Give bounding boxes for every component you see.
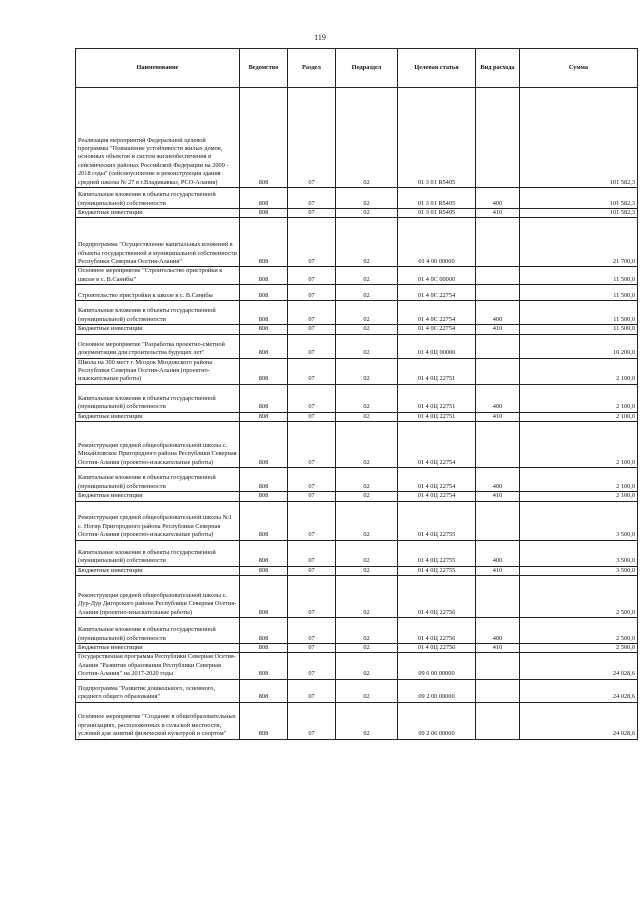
cell-podrazdel: 02 xyxy=(336,209,398,218)
cell-target: 01 4 0С 22754 xyxy=(398,301,476,325)
cell-sum: 101 582,3 xyxy=(520,188,638,209)
cell-target: 01 4 0Ц 00000 xyxy=(398,334,476,358)
cell-razdel: 07 xyxy=(288,644,336,653)
header-sum: Сумма xyxy=(520,49,638,88)
cell-expense-type xyxy=(476,88,520,188)
cell-razdel: 07 xyxy=(288,209,336,218)
cell-sum: 3 500,0 xyxy=(520,566,638,575)
table-row xyxy=(76,422,638,468)
cell-sum: 2 100,0 xyxy=(520,422,638,468)
cell-name: Бюджетные инвестиции xyxy=(76,325,240,334)
table-row xyxy=(76,644,638,653)
cell-sum: 101 582,3 xyxy=(520,209,638,218)
table-row xyxy=(76,334,638,358)
cell-name: Капитальные вложения в объекты государственной (муниципальной) собственности xyxy=(76,188,240,209)
cell-razdel: 07 xyxy=(288,422,336,468)
cell-podrazdel: 02 xyxy=(336,540,398,566)
header-expense-type: Вид расхода xyxy=(476,49,520,88)
cell-name: Государственная программа Республики Северная Осетия-Алания "Развитие образования Республики Северная Осетия-Алания" на 2017-2020 годы xyxy=(76,653,240,679)
cell-razdel: 07 xyxy=(288,334,336,358)
cell-name: Основное мероприятие "Разработка проектно-сметной документации для строительства будущих лет" xyxy=(76,334,240,358)
cell-expense-type xyxy=(476,702,520,739)
cell-vedomstvo: 808 xyxy=(240,218,288,267)
table-row xyxy=(76,301,638,325)
cell-podrazdel: 02 xyxy=(336,358,398,384)
cell-razdel: 07 xyxy=(288,358,336,384)
table-row xyxy=(76,492,638,501)
header-name: Наименование xyxy=(76,49,240,88)
cell-vedomstvo: 808 xyxy=(240,188,288,209)
cell-podrazdel: 02 xyxy=(336,334,398,358)
cell-podrazdel: 02 xyxy=(336,576,398,618)
cell-razdel: 07 xyxy=(288,702,336,739)
cell-razdel: 07 xyxy=(288,412,336,421)
page-number: 119 xyxy=(314,33,326,42)
cell-expense-type: 400 xyxy=(476,468,520,492)
cell-target: 01 4 0Ц 22754 xyxy=(398,468,476,492)
cell-target: 01 4 00 00000 xyxy=(398,218,476,267)
cell-razdel: 07 xyxy=(288,468,336,492)
cell-sum: 11 500,0 xyxy=(520,267,638,285)
table-row xyxy=(76,188,638,209)
cell-sum: 3 500,0 xyxy=(520,540,638,566)
table-row xyxy=(76,412,638,421)
table-row xyxy=(76,218,638,267)
cell-razdel: 07 xyxy=(288,88,336,188)
cell-expense-type: 400 xyxy=(476,188,520,209)
cell-name: Бюджетные инвестиции xyxy=(76,412,240,421)
cell-sum: 11 500,0 xyxy=(520,325,638,334)
cell-vedomstvo: 808 xyxy=(240,358,288,384)
cell-expense-type: 410 xyxy=(476,412,520,421)
cell-razdel: 07 xyxy=(288,301,336,325)
cell-vedomstvo: 808 xyxy=(240,679,288,702)
header-target: Целевая статья xyxy=(398,49,476,88)
cell-podrazdel: 02 xyxy=(336,702,398,739)
cell-target: 01 3 01 R5405 xyxy=(398,209,476,218)
cell-sum: 24 028,6 xyxy=(520,653,638,679)
cell-razdel: 07 xyxy=(288,492,336,501)
cell-razdel: 07 xyxy=(288,325,336,334)
table-row xyxy=(76,679,638,702)
cell-razdel: 07 xyxy=(288,188,336,209)
cell-vedomstvo: 808 xyxy=(240,267,288,285)
cell-name: Строительство пристройки к школе в с. В.Санибы xyxy=(76,285,240,301)
cell-name: Реконструкция средней общеобразовательной школы с. Дур-Дур Дигорского района Республики Северная Осетия-Алания (проектно-изыскательные работы) xyxy=(76,576,240,618)
cell-target: 01 4 0Ц 22756 xyxy=(398,576,476,618)
cell-sum: 21 700,0 xyxy=(520,218,638,267)
cell-target: 01 4 0С 22754 xyxy=(398,285,476,301)
cell-target: 01 4 0Ц 22756 xyxy=(398,644,476,653)
cell-name: Реализация мероприятий Федеральной целевой программы "Повышение устойчивости жилых домов, основных объектов и систем жизнеобеспечения в сейсмических районах Российской Федерации на 2009 - 2018 годы" (сейсмоусиление и реконструкция здания средней школы № 27 в г.Владикавказ, РСО-Алания) xyxy=(76,88,240,188)
cell-name: Основное мероприятие "Создание в общеобразовательных организациях, расположенных в сельской местности, условий для занятий физической культурой и спортом" xyxy=(76,702,240,739)
cell-expense-type xyxy=(476,576,520,618)
cell-podrazdel: 02 xyxy=(336,501,398,540)
cell-target: 01 4 0С 22754 xyxy=(398,325,476,334)
cell-vedomstvo: 808 xyxy=(240,412,288,421)
cell-sum: 2 100,0 xyxy=(520,384,638,412)
cell-name: Бюджетные инвестиции xyxy=(76,644,240,653)
cell-expense-type: 410 xyxy=(476,566,520,575)
cell-sum: 2 500,0 xyxy=(520,618,638,644)
cell-expense-type xyxy=(476,422,520,468)
cell-sum: 10 200,0 xyxy=(520,334,638,358)
cell-podrazdel: 02 xyxy=(336,384,398,412)
cell-vedomstvo: 808 xyxy=(240,325,288,334)
table-row xyxy=(76,468,638,492)
cell-name: Капитальные вложения в объекты государственной (муниципальной) собственности xyxy=(76,384,240,412)
cell-name: Капитальные вложения в объекты государственной (муниципальной) собственности xyxy=(76,618,240,644)
cell-vedomstvo: 808 xyxy=(240,384,288,412)
cell-podrazdel: 02 xyxy=(336,618,398,644)
cell-podrazdel: 02 xyxy=(336,88,398,188)
table-row xyxy=(76,653,638,679)
cell-expense-type: 410 xyxy=(476,492,520,501)
cell-razdel: 07 xyxy=(288,576,336,618)
cell-vedomstvo: 808 xyxy=(240,576,288,618)
cell-sum: 2 100,0 xyxy=(520,468,638,492)
cell-expense-type xyxy=(476,285,520,301)
table-row xyxy=(76,325,638,334)
cell-name: Основное мероприятие "Строительство пристройки к школе в с. В.Санибы" xyxy=(76,267,240,285)
cell-target: 09 2 06 00000 xyxy=(398,702,476,739)
cell-expense-type: 400 xyxy=(476,540,520,566)
cell-podrazdel: 02 xyxy=(336,218,398,267)
cell-target: 01 4 0Ц 22751 xyxy=(398,358,476,384)
cell-name: Капитальные вложения в объекты государственной (муниципальной) собственности xyxy=(76,540,240,566)
cell-sum: 2 100,0 xyxy=(520,412,638,421)
cell-target: 01 4 0Ц 22755 xyxy=(398,540,476,566)
cell-sum: 3 500,0 xyxy=(520,501,638,540)
cell-sum: 24 028,6 xyxy=(520,679,638,702)
cell-sum: 11 500,0 xyxy=(520,285,638,301)
cell-expense-type xyxy=(476,501,520,540)
cell-razdel: 07 xyxy=(288,285,336,301)
table-row xyxy=(76,540,638,566)
table-row xyxy=(76,358,638,384)
cell-razdel: 07 xyxy=(288,566,336,575)
cell-vedomstvo: 808 xyxy=(240,88,288,188)
cell-target: 01 3 01 R5405 xyxy=(398,188,476,209)
table-row xyxy=(76,618,638,644)
cell-name: Капитальные вложения в объекты государственной (муниципальной) собственности xyxy=(76,468,240,492)
cell-vedomstvo: 808 xyxy=(240,566,288,575)
cell-vedomstvo: 808 xyxy=(240,285,288,301)
table-body xyxy=(76,88,638,740)
cell-name: Бюджетные инвестиции xyxy=(76,492,240,501)
cell-name: Бюджетные инвестиции xyxy=(76,566,240,575)
cell-vedomstvo: 808 xyxy=(240,468,288,492)
cell-razdel: 07 xyxy=(288,501,336,540)
cell-expense-type xyxy=(476,679,520,702)
cell-podrazdel: 02 xyxy=(336,679,398,702)
table-row xyxy=(76,702,638,739)
cell-expense-type: 400 xyxy=(476,618,520,644)
cell-expense-type: 410 xyxy=(476,644,520,653)
cell-podrazdel: 02 xyxy=(336,492,398,501)
cell-vedomstvo: 808 xyxy=(240,422,288,468)
cell-podrazdel: 02 xyxy=(336,422,398,468)
cell-expense-type: 410 xyxy=(476,209,520,218)
cell-expense-type xyxy=(476,334,520,358)
cell-podrazdel: 02 xyxy=(336,653,398,679)
cell-vedomstvo: 808 xyxy=(240,334,288,358)
cell-podrazdel: 02 xyxy=(336,566,398,575)
cell-razdel: 07 xyxy=(288,679,336,702)
cell-sum: 2 500,0 xyxy=(520,576,638,618)
cell-target: 09 0 00 00000 xyxy=(398,653,476,679)
table-row xyxy=(76,501,638,540)
cell-name: Реконструкция средней общеобразовательной школы №1 с. Ногир Пригородного района Республики Северная Осетия-Алания (проектно-изыскательные работы) xyxy=(76,501,240,540)
cell-razdel: 07 xyxy=(288,267,336,285)
cell-sum: 24 028,6 xyxy=(520,702,638,739)
cell-name: Реконструкция средней общеобразовательной школы с. Михайловское Пригородного района Республики Северная Осетия-Алания (проектно-изыскательные работы) xyxy=(76,422,240,468)
header-podrazdel: Подраздел xyxy=(336,49,398,88)
cell-target: 01 4 0Ц 22754 xyxy=(398,492,476,501)
cell-target: 01 4 0Ц 22754 xyxy=(398,422,476,468)
cell-podrazdel: 02 xyxy=(336,267,398,285)
cell-expense-type: 410 xyxy=(476,325,520,334)
table-header-row xyxy=(76,49,638,88)
table-row xyxy=(76,209,638,218)
cell-target: 01 3 01 R5405 xyxy=(398,88,476,188)
table-row xyxy=(76,576,638,618)
cell-vedomstvo: 808 xyxy=(240,618,288,644)
cell-vedomstvo: 808 xyxy=(240,209,288,218)
header-vedomstvo: Ведомство xyxy=(240,49,288,88)
cell-name: Капитальные вложения в объекты государственной (муниципальной) собственности xyxy=(76,301,240,325)
table-row xyxy=(76,88,638,188)
cell-name: Бюджетные инвестиции xyxy=(76,209,240,218)
cell-podrazdel: 02 xyxy=(336,325,398,334)
cell-vedomstvo: 808 xyxy=(240,702,288,739)
cell-target: 09 2 00 00000 xyxy=(398,679,476,702)
cell-razdel: 07 xyxy=(288,218,336,267)
cell-expense-type xyxy=(476,653,520,679)
table-row xyxy=(76,566,638,575)
cell-sum: 101 582,3 xyxy=(520,88,638,188)
cell-name: Подпрограмма "Осуществление капитальных вложений в объекты государственной и муниципальной собственности Республики Северная Осетия-Алания" xyxy=(76,218,240,267)
cell-name: Школа на 300 мест г. Моздок Моздокского района Республики Северная Осетия-Алания (проектно-изыскательные работы) xyxy=(76,358,240,384)
cell-podrazdel: 02 xyxy=(336,644,398,653)
table-row xyxy=(76,384,638,412)
budget-table xyxy=(75,48,638,740)
cell-podrazdel: 02 xyxy=(336,412,398,421)
cell-expense-type: 400 xyxy=(476,301,520,325)
cell-target: 01 4 0С 00000 xyxy=(398,267,476,285)
table-row xyxy=(76,285,638,301)
cell-podrazdel: 02 xyxy=(336,468,398,492)
cell-vedomstvo: 808 xyxy=(240,301,288,325)
cell-podrazdel: 02 xyxy=(336,285,398,301)
cell-razdel: 07 xyxy=(288,540,336,566)
cell-podrazdel: 02 xyxy=(336,188,398,209)
cell-target: 01 4 0Ц 22755 xyxy=(398,566,476,575)
cell-razdel: 07 xyxy=(288,384,336,412)
cell-vedomstvo: 808 xyxy=(240,492,288,501)
cell-vedomstvo: 808 xyxy=(240,501,288,540)
cell-target: 01 4 0Ц 22751 xyxy=(398,412,476,421)
cell-podrazdel: 02 xyxy=(336,301,398,325)
cell-sum: 2 500,0 xyxy=(520,644,638,653)
header-razdel: Раздел xyxy=(288,49,336,88)
cell-vedomstvo: 808 xyxy=(240,540,288,566)
cell-name: Подпрограмма "Развитие дошкольного, основного, среднего общего образования" xyxy=(76,679,240,702)
cell-razdel: 07 xyxy=(288,653,336,679)
cell-target: 01 4 0Ц 22755 xyxy=(398,501,476,540)
cell-expense-type xyxy=(476,218,520,267)
cell-vedomstvo: 808 xyxy=(240,644,288,653)
cell-razdel: 07 xyxy=(288,618,336,644)
cell-sum: 2 100,0 xyxy=(520,358,638,384)
cell-vedomstvo: 808 xyxy=(240,653,288,679)
cell-target: 01 4 0Ц 22751 xyxy=(398,384,476,412)
cell-expense-type xyxy=(476,358,520,384)
cell-sum: 2 100,0 xyxy=(520,492,638,501)
cell-target: 01 4 0Ц 22756 xyxy=(398,618,476,644)
table-row xyxy=(76,267,638,285)
cell-sum: 11 500,0 xyxy=(520,301,638,325)
cell-expense-type xyxy=(476,267,520,285)
cell-expense-type: 400 xyxy=(476,384,520,412)
